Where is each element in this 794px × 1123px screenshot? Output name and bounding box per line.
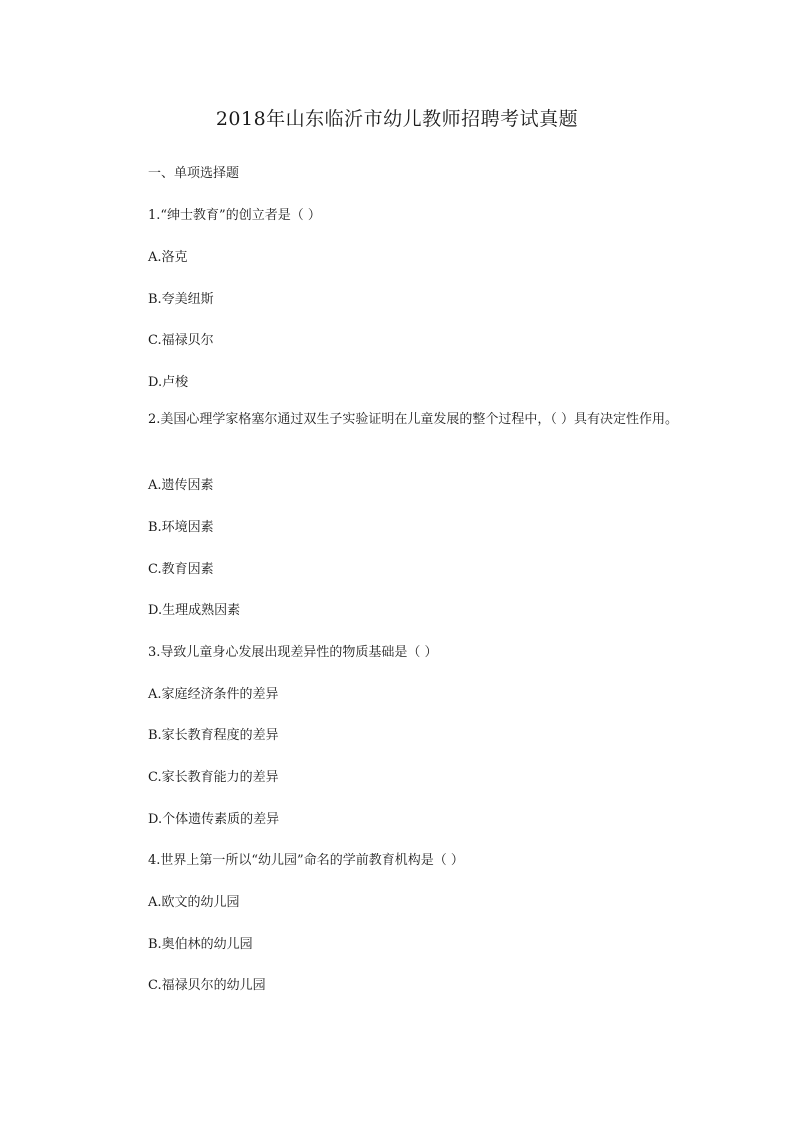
question-2-option-b: B.环境因素 bbox=[148, 520, 214, 535]
question-1-stem: 1.“绅士教育”的创立者是（ ） bbox=[148, 208, 321, 223]
question-3-option-b: B.家长教育程度的差异 bbox=[148, 728, 279, 743]
question-4-option-c: C.福禄贝尔的幼儿园 bbox=[148, 978, 266, 993]
question-4-stem: 4.世界上第一所以“幼儿园”命名的学前教育机构是（ ） bbox=[148, 853, 464, 868]
question-3-option-c: C.家长教育能力的差异 bbox=[148, 770, 279, 785]
question-1-option-d: D.卢梭 bbox=[148, 375, 189, 390]
question-2-stem: 2.美国心理学家格塞尔通过双生子实验证明在儿童发展的整个过程中，（ ）具有决定性作用。 bbox=[148, 412, 679, 427]
question-4-option-b: B.奥伯林的幼儿园 bbox=[148, 937, 253, 952]
document-title: 2018年山东临沂市幼儿教师招聘考试真题 bbox=[215, 108, 579, 130]
question-3-option-d: D.个体遗传素质的差异 bbox=[148, 812, 280, 827]
question-1-option-a: A.洛克 bbox=[148, 250, 188, 265]
question-3-stem: 3.导致儿童身心发展出现差异性的物质基础是（ ） bbox=[148, 645, 438, 660]
question-4-option-a: A.欧文的幼儿园 bbox=[148, 895, 240, 910]
question-1-option-b: B.夸美纽斯 bbox=[148, 292, 214, 307]
question-1-option-c: C.福禄贝尔 bbox=[148, 333, 214, 348]
question-2-option-a: A.遗传因素 bbox=[148, 478, 214, 493]
question-2-option-d: D.生理成熟因素 bbox=[148, 603, 241, 618]
question-2-option-c: C.教育因素 bbox=[148, 562, 214, 577]
section-heading: 一、单项选择题 bbox=[148, 166, 240, 181]
question-3-option-a: A.家庭经济条件的差异 bbox=[148, 687, 279, 702]
